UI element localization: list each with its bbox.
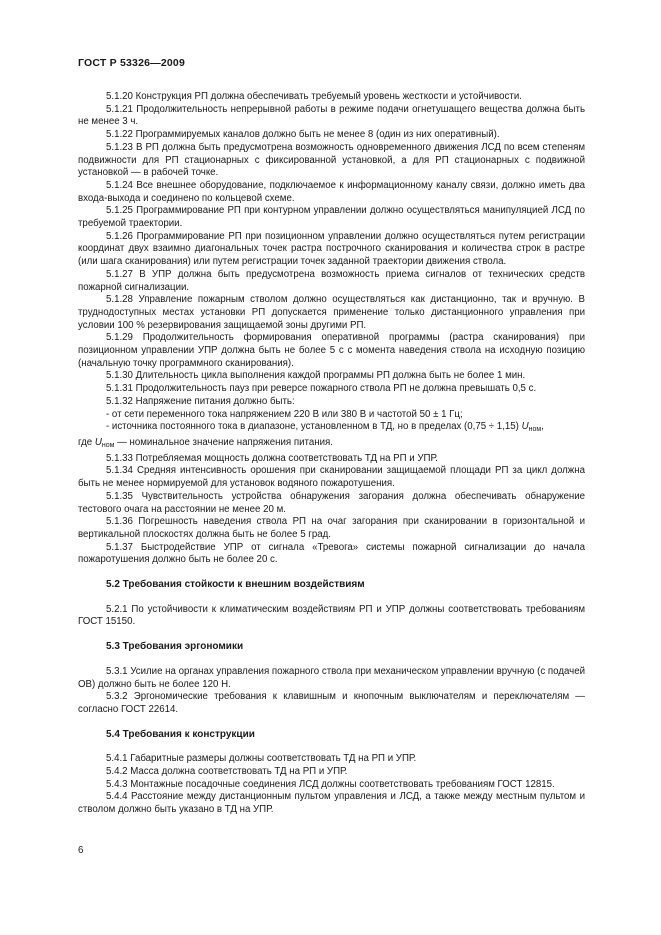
- clause-5-4-2: 5.4.2 Масса должна соответствовать ТД на РП и УПР.: [106, 766, 348, 778]
- clause-5-1-32-item-b: [78, 421, 585, 437]
- clause-5-1-36: 5.1.36 Погрешность наведения ствола РП на очаг загорания при сканировании в горизонтальной и вертикальной плоскостях должна быть не более 5 град.: [78, 516, 585, 540]
- section-heading-5-2: 5.2 Требования стойкости к внешним воздействиям: [106, 579, 365, 591]
- clause-5-1-35: 5.1.35 Чувствительность устройства обнаружения загорания должна обеспечивать обнаружение тестового очага на расстоянии не менее 20 м.: [78, 490, 585, 515]
- page-number: 6: [78, 845, 84, 856]
- clause-5-1-29: 5.1.29 Продолжительность формирования оперативной программы (растра сканирования) при позиционном управлении УПР должна быть не более 5 с с момента наведения ствола на исходную позицию (начальную точку программного сканирования).: [78, 332, 585, 369]
- clause-5-1-23: 5.1.23 В РП должна быть предусмотрена возможность одновременного движения ЛСД по всем степеням подвижности для РП стационарных с фиксированной установкой, а для РП стационарных с подвижной установкой — в рабочей точке.: [78, 141, 585, 179]
- clause-5-1-32-where: [78, 437, 585, 453]
- clause-5-1-21: 5.1.21 Продолжительность непрерывной работы в режиме подачи огнетушащего вещества должна быть не менее 3 ч.: [78, 103, 585, 128]
- clause-5-1-26: 5.1.26 Программирование РП при позиционном управлении должно осуществляться путем регистрации координат двух взаимно диагональных точек растра построчного сканирования и количества строк в растре (или шага сканирования) или путем регистрации точек заданной траектории движения ствола.: [78, 230, 585, 268]
- u-subscript-2: ном: [101, 441, 115, 449]
- section-heading-5-4: 5.4 Требования к конструкции: [106, 728, 255, 740]
- clause-5-1-25: 5.1.25 Программирование РП при контурном управлении должно осуществляться манипуляцией ЛСД по требуемой траектории.: [78, 205, 585, 230]
- clause-5-1-32-item-a: - от сети переменного тока напряжением 220 В или 380 В и частотой 50 ± 1 Гц;: [106, 408, 463, 420]
- clause-5-1-27: 5.1.27 В УПР должна быть предусмотрена возможность приема сигналов от технических средств пожарной сигнализации.: [78, 268, 585, 293]
- where-post: — номинальное значение напряжения питания.: [114, 436, 333, 448]
- item-b-comma: ,: [541, 421, 544, 433]
- item-b-text: - источника постоянного тока в диапазоне, установленном в ТД, но в пределах (0,75 ÷ 1,15): [106, 421, 522, 433]
- clause-5-1-24: 5.1.24 Все внешнее оборудование, подключаемое к информационному каналу связи, должно иметь два входа-выхода и соединено по кольцевой схеме.: [78, 179, 585, 204]
- clause-5-1-28: 5.1.28 Управление пожарным стволом должно осуществляться как дистанционно, так и вручную. В труднодоступных местах установки РП допускается применение только дистанционного управления при условии 100 % резервирования защищаемой зоны другими РП.: [78, 294, 585, 331]
- clause-5-1-30: 5.1.30 Длительность цикла выполнения каждой программы РП должна быть не более 1 мин.: [106, 370, 526, 382]
- clause-5-1-34: 5.1.34 Средняя интенсивность орошения при сканировании защищаемой площади РП за цикл должна быть не менее нормируемой для установок водяного пожаротушения.: [78, 465, 585, 490]
- clause-5-4-1: 5.4.1 Габаритные размеры должны соответствовать ТД на РП и УПР.: [106, 753, 417, 765]
- u-subscript: ном: [528, 426, 542, 434]
- where-text: где: [78, 436, 95, 448]
- clause-5-4-4: 5.4.4 Расстояние между дистанционным пультом управления и ЛСД, а также между местным пультом и стволом должно быть указано в ТД на УПР.: [78, 791, 585, 816]
- clause-5-1-31: 5.1.31 Продолжительность пауз при реверсе пожарного ствола РП не должна превышать 0,5 с.: [106, 383, 537, 395]
- clause-5-1-22: 5.1.22 Программируемых каналов должно быть не менее 8 (один из них оперативный).: [106, 129, 500, 141]
- u-symbol-2: U: [94, 436, 102, 448]
- document-body: [78, 91, 585, 817]
- clause-5-2-1: 5.2.1 По устойчивости к климатическим воздействиям РП и УПР должны соответствовать требованиям ГОСТ 15150.: [78, 603, 585, 628]
- clause-5-1-33: 5.1.33 Потребляемая мощность должна соответствовать ТД на РП и УПР.: [106, 452, 438, 464]
- document-header: ГОСТ Р 53326—2009: [78, 57, 186, 69]
- clause-5-3-1: 5.3.1 Усилие на органах управления пожарного ствола при механическом управлении вручную (с подачей ОВ) должно быть не более 120 Н.: [78, 665, 585, 690]
- clause-5-1-20: 5.1.20 Конструкция РП должна обеспечивать требуемый уровень жесткости и устойчивости.: [106, 91, 522, 102]
- clause-5-4-3: 5.4.3 Монтажные посадочные соединения ЛСД должны соответствовать требованиям ГОСТ 12815.: [106, 778, 555, 790]
- u-symbol: U: [521, 421, 529, 433]
- clause-5-1-37: 5.1.37 Быстродействие УПР от сигнала «Тревога» системы пожарной сигнализации до начала пожаротушения должно быть не более 20 с.: [78, 541, 585, 566]
- clause-5-1-32: 5.1.32 Напряжение питания должно быть:: [106, 395, 295, 407]
- clause-5-3-2: 5.3.2 Эргономические требования к клавишным и кнопочным выключателям и переключателям — согласно ГОСТ 22614.: [78, 691, 585, 715]
- section-heading-5-3: 5.3 Требования эргономики: [106, 641, 244, 653]
